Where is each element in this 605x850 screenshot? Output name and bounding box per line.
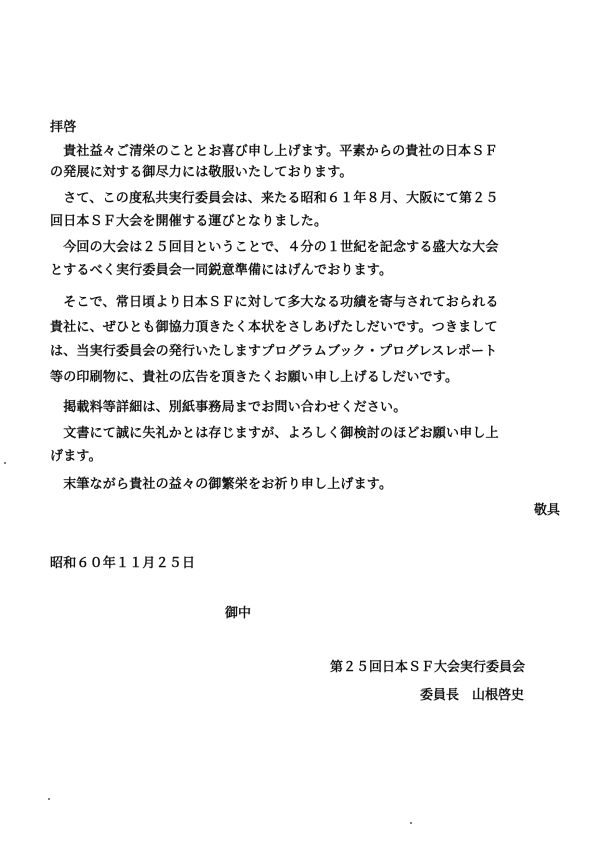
addressee: 御中 bbox=[225, 606, 252, 621]
body-line-14: 末筆ながら貴社の益々の御繁栄をお祈り申し上げます。 bbox=[50, 477, 393, 492]
greeting: 拝啓 bbox=[50, 120, 77, 135]
scan-speck bbox=[410, 822, 412, 824]
sender-name: 委員長 山根啓史 bbox=[420, 688, 525, 703]
body-line-10: 等の印刷物に、貴社の広告を頂きたくお願い申し上げるしだいです。 bbox=[50, 370, 459, 385]
body-line-1: 貴社益々ご清栄のこととお喜び申し上げます。平素からの貴社の日本ＳＦ bbox=[50, 144, 498, 159]
body-line-4: 回日本ＳＦ大会を開催する運びとなりました。 bbox=[50, 214, 328, 229]
body-line-12: 文書にて誠に失礼かとは存じますが、よろしく御検討のほどお願い申し上 bbox=[50, 426, 499, 441]
closing: 敬具 bbox=[533, 503, 560, 518]
body-line-6: とするべく実行委員会一同鋭意準備にはげんでおります。 bbox=[50, 263, 393, 278]
body-line-7: そこで、常日頃より日本ＳＦに対して多大なる功績を寄与されておられる bbox=[50, 295, 499, 310]
body-line-9: は、当実行委員会の発行いたしますプログラムブック・プログレスレポート bbox=[50, 344, 498, 359]
sender-org: 第２５回日本ＳＦ大会実行委員会 bbox=[330, 660, 526, 675]
body-line-13: げます。 bbox=[50, 449, 102, 464]
scan-speck bbox=[4, 462, 6, 464]
body-line-3: さて、この度私共実行委員会は、来たる昭和６１年８月、大阪にて第２５ bbox=[50, 191, 499, 206]
body-line-8: 貴社に、ぜひとも御協力頂きたく本状をさしあげたしだいです。つきまして bbox=[50, 320, 498, 335]
date: 昭和６０年１１月２５日 bbox=[50, 556, 196, 571]
body-line-2: の発展に対する御尽力には敬服いたしております。 bbox=[50, 165, 353, 180]
scan-speck bbox=[48, 798, 50, 800]
body-line-5: 今回の大会は２５回目ということで、４分の１世紀を記念する盛大な大会 bbox=[50, 240, 499, 255]
body-line-11: 掲載料等詳細は、別紙事務局までお問い合わせください。 bbox=[50, 400, 407, 415]
